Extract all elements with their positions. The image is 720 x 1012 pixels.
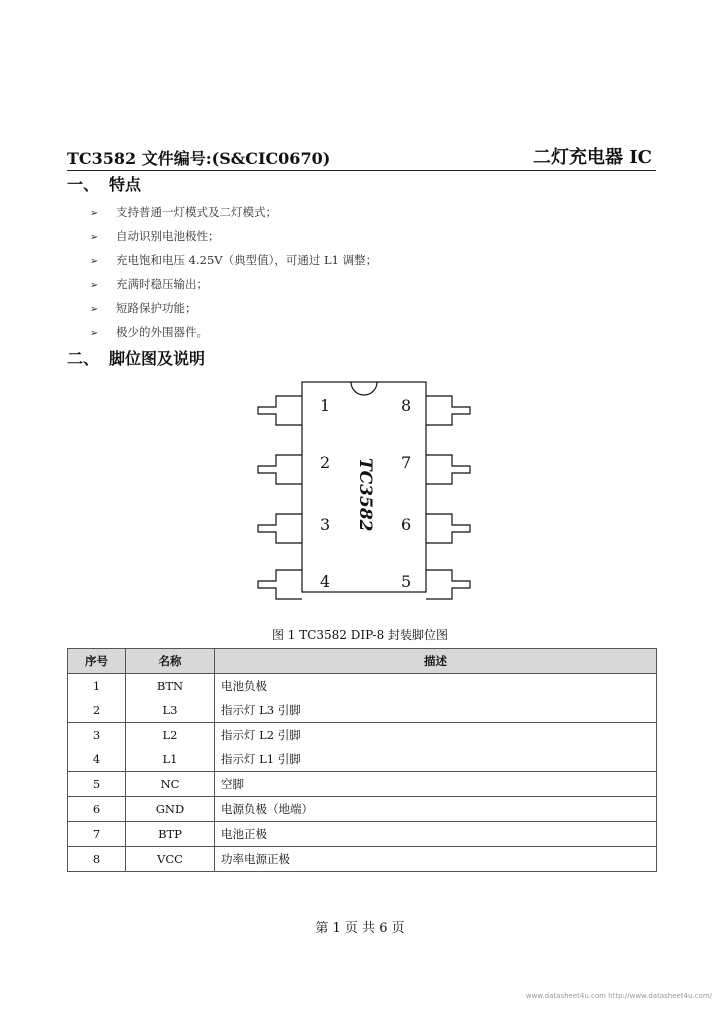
pin1-notch: [351, 382, 377, 395]
table-row: 8 VCC 功率电源正极: [68, 847, 657, 872]
pin-number: 4: [320, 572, 331, 591]
section-pinout-heading: [67, 346, 205, 369]
feature-item: ➢ 充电饱和电压 4.25V（典型值），可通过 L1 调整；: [90, 253, 378, 267]
feature-item: ➢ 充满时稳压输出；: [90, 277, 208, 291]
pin-lead-8: [426, 396, 470, 425]
pin-lead-4: [258, 570, 302, 599]
bullet-arrow-icon: ➢: [90, 328, 99, 339]
feature-item: ➢ 自动识别电池极性；: [90, 229, 220, 243]
table-row: 3 L2 指示灯 L2 引脚: [68, 723, 657, 748]
bullet-arrow-icon: ➢: [90, 256, 99, 267]
column-header: 描述: [215, 649, 657, 674]
page-footer: 第 1 页 共 6 页: [315, 921, 405, 936]
pin-lead-1: [258, 396, 302, 425]
feature-item: ➢ 支持普通一灯模式及二灯模式；: [90, 205, 277, 219]
column-header: 名称: [126, 649, 215, 674]
pin-lead-7: [426, 455, 470, 484]
bullet-arrow-icon: ➢: [90, 280, 99, 291]
pin-number: 3: [320, 515, 331, 534]
watermark-text: www.datasheet4u.com http://www.datasheet4u.com/: [525, 992, 712, 1000]
product-title: 二灯充电器 IC: [532, 147, 652, 168]
section-title: 特点: [109, 175, 142, 194]
table-row: 5 NC 空脚: [68, 772, 657, 797]
pin-lead-3: [258, 514, 302, 543]
table-row: 4 L1 指示灯 L1 引脚: [68, 747, 657, 772]
section-number: 二、: [67, 349, 100, 368]
pin-lead-2: [258, 455, 302, 484]
bullet-arrow-icon: ➢: [90, 304, 99, 315]
figure-caption: 图 1 TC3582 DIP-8 封装脚位图: [271, 628, 449, 642]
table-row: 2 L3 指示灯 L3 引脚: [68, 698, 657, 723]
bullet-arrow-icon: ➢: [90, 208, 99, 219]
pin-lead-6: [426, 514, 470, 543]
bullet-arrow-icon: ➢: [90, 232, 99, 243]
section-title: 脚位图及说明: [109, 349, 206, 368]
pin-number: 6: [401, 515, 412, 534]
section-features-heading: [67, 172, 141, 195]
section-number: 一、: [67, 175, 100, 194]
chip-part-label: TC3582: [355, 458, 375, 532]
feature-item: ➢ 极少的外围器件。: [90, 325, 208, 339]
dip8-pinout-diagram: [250, 376, 472, 616]
table-row: 7 BTP 电池正极: [68, 822, 657, 847]
pin-number: 1: [320, 396, 331, 415]
pin-lead-5: [426, 570, 470, 599]
table-header-row: [68, 649, 657, 674]
header-rule: [67, 170, 656, 171]
pin-description-table: [67, 648, 657, 872]
column-header: 序号: [68, 649, 126, 674]
feature-item: ➢ 短路保护功能；: [90, 301, 197, 315]
pin-number: 5: [401, 572, 412, 591]
document-number: TC3582 文件编号:(S&CIC0670): [67, 149, 331, 168]
table-row: 1 BTN 电池负极: [68, 674, 657, 699]
pin-number: 2: [320, 453, 331, 472]
pin-number: 7: [401, 453, 412, 472]
table-row: 6 GND 电源负极（地端）: [68, 797, 657, 822]
pin-number: 8: [401, 396, 412, 415]
